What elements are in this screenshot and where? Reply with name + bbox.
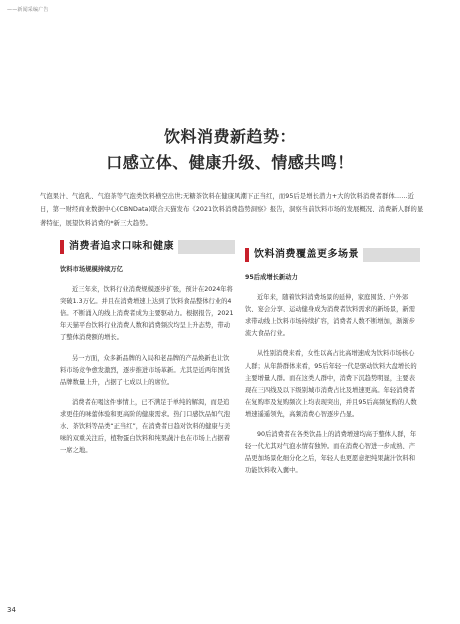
paragraph — [60, 397, 235, 457]
heading-accent-bar — [245, 248, 249, 262]
section-heading — [245, 248, 420, 262]
paragraph-text: 从性别消费来看，女性以高占比高增速成为饮料市场核心人群；从年龄群体来看，95后年轻一代是驱动饮料大盘增长的主要增量人群。而在这类人群中，消费下沉趋势明显，主要表现在三四线及以下级别城市消费占比及增速更高。年轻消费者在复购率及复购频次上均表现突出，并且95后高频复购的人数增速遥遥领先，高频消费心智逐步凸显。 — [245, 350, 417, 418]
heading-fill-bar — [363, 248, 420, 262]
right-column — [245, 248, 420, 485]
article-title-line-2: 口感立体、健康升级、情感共鸣！ — [106, 153, 354, 172]
article-intro: 气泡果汁、气泡乳、气泡茶等气泡类饮料横空出世;无糖茶饮料在健康风潮下正当红，而95后是增长潜力+大的饮料消费者群体……近日，第一财经商业数据中心(CBNData)联合天猫发布《2021饮料消费趋势洞察》报告，洞察当前饮料市场的发展概况、消费新人群的显著特征，展望饮料消费的*新三大趋势。 — [40, 193, 424, 227]
paragraph — [60, 353, 235, 389]
paragraph — [245, 348, 420, 421]
heading-fill-bar — [178, 240, 235, 254]
article-title-line-1: 饮料消费新趋势： — [163, 127, 296, 146]
paragraph — [245, 429, 420, 477]
paragraph-text: 近年来，随着饮料消费场景的延伸，家庭囤货、户外郊饮、宴会分享、运动健身成为消费者饮料需求的新场景，新需求带动线上饮料市场持续扩容，消费者人数不断增加，渐渐步流大食品行业。 — [245, 294, 416, 338]
subheading: 饮料市场规模持续万亿 — [60, 266, 123, 273]
left-column — [60, 240, 235, 465]
section-heading-text: 饮料消费覆盖更多场景 — [254, 248, 359, 260]
paragraph-text: 另一方面，众多新品牌的入局和老品牌的产品焕新也让饮料市场竞争愈发激烈，逐步推进市场革新。尤其是近两年国货品牌数量上升，占据了七成以上的席位。 — [60, 354, 231, 386]
heading-accent-bar — [60, 240, 64, 254]
paragraph — [60, 284, 235, 344]
section-label: ——新闻采编广告 — [7, 7, 49, 13]
paragraph-text: 消费者在喝这件事情上，已不满足于单纯的解渴，而是追求更佳的味蕾体验和更高阶的健康需求。热门口感饮品如气泡水、茶饮料等品类“正当红”，在消费者日趋对饮料的健康与美味的双重关注后，植物蛋白饮料和纯果蔬汁也在市场上占据着一席之地。 — [60, 398, 231, 455]
paragraph — [245, 292, 420, 340]
page-number: 34 — [7, 606, 16, 614]
subheading: 95后成增长新动力 — [245, 274, 298, 281]
paragraph-text: 近三年来，饮料行业消费规模逐步扩张，预计在2024年将突破1.3万亿。并且在消费增速上达到了饮料食品整体行业的4倍。不断涌入的线上消费者成为主要驱动力。根据报告，2021年天猫平台饮料行业消费人数和消费频次均呈上升态势，带动了整体消费额的增长。 — [60, 286, 234, 342]
paragraph-text: 90后消费者在各类饮品上的消费增速均高于整体人群，年轻一代尤其对气泡水情有独钟。而在消费心智进一步成熟、产品更加场景化细分化之后，年轻人也更愿意把纯果蔬汁饮料和功能饮料收入囊中。 — [245, 431, 417, 475]
section-heading — [60, 240, 235, 254]
section-heading-text: 消费者追求口味和健康 — [69, 240, 174, 252]
